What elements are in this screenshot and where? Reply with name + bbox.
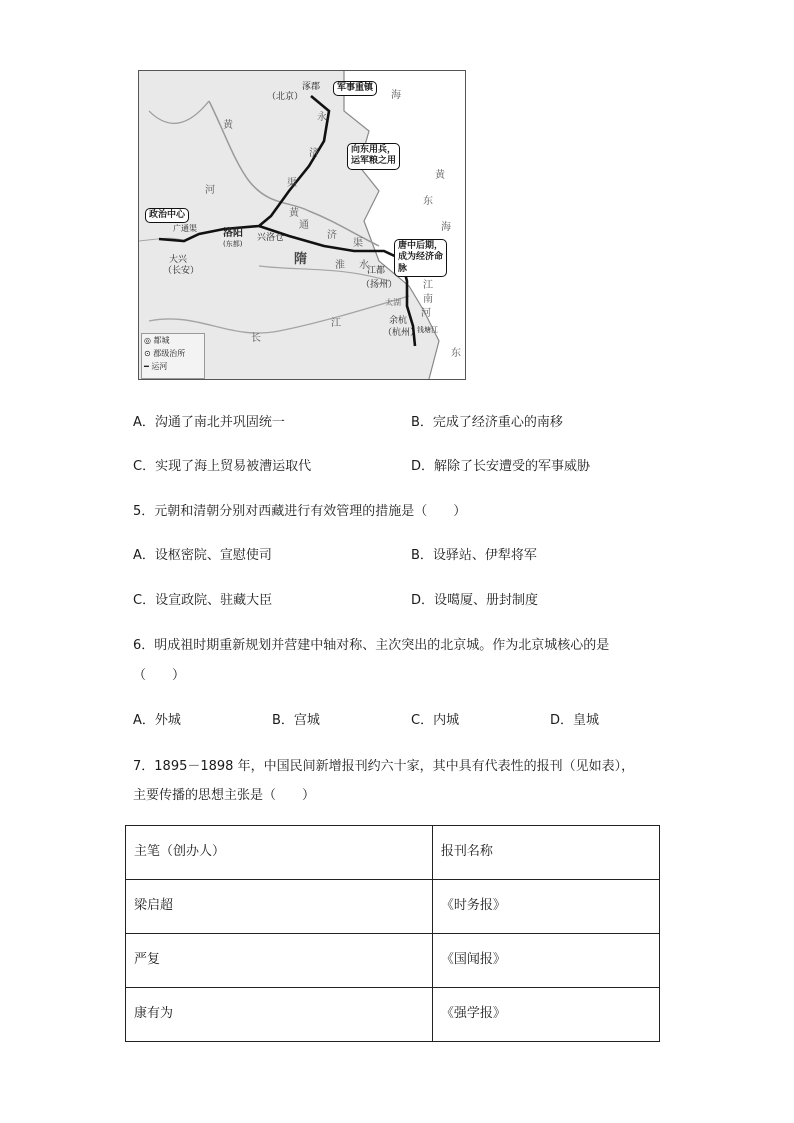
label-taihu: 太湖 bbox=[385, 298, 401, 307]
callout-tang bbox=[394, 239, 447, 277]
legend-prefecture: ⊙ 郡级治所 bbox=[144, 349, 186, 358]
label-chang: 长 bbox=[251, 333, 261, 344]
label-bohai: 海 bbox=[391, 90, 401, 101]
q4-option-d: D．解除了长安遭受的军事威胁 bbox=[411, 459, 591, 474]
q5-stem: 5．元朝和清朝分别对西藏进行有效管理的措施是（ ） bbox=[133, 504, 467, 519]
label-yuhang: 余杭 bbox=[389, 316, 408, 326]
table-row bbox=[126, 934, 660, 988]
label-tong: 通 bbox=[299, 220, 309, 231]
label-beijing: （北京） bbox=[267, 92, 304, 102]
yellow-river bbox=[209, 101, 379, 246]
label-huai: 淮 bbox=[335, 260, 345, 271]
label-ji2: 济 bbox=[327, 230, 337, 241]
table-cell: 严复 bbox=[126, 934, 433, 988]
callout-political: 政治中心 bbox=[145, 208, 189, 223]
yangtze-river bbox=[149, 296, 409, 333]
label-donghai: 东 bbox=[423, 196, 433, 207]
label-daxing: 大兴 bbox=[169, 255, 188, 265]
legend-capital: ◎ 都城 bbox=[144, 336, 170, 345]
table-cell: 《强学报》 bbox=[432, 988, 659, 1042]
q7-stem-line1: 7．1895－1898 年，中国民间新增报刊约六十家，其中具有代表性的报刊（见如表）， bbox=[133, 759, 635, 774]
label-qu: 渠 bbox=[287, 178, 297, 189]
label-ji: 济 bbox=[309, 148, 319, 159]
label-sui: 隋 bbox=[294, 252, 308, 267]
label-changan: （长安） bbox=[163, 266, 200, 276]
q5-option-a: A．设枢密院、宣慰使司 bbox=[133, 548, 272, 563]
q4-option-b: B．完成了经济重心的南移 bbox=[411, 415, 563, 430]
label-jiangnan-1: 江 bbox=[423, 280, 433, 291]
table-header-row bbox=[126, 826, 660, 880]
label-jiangnan-3: 河 bbox=[421, 308, 431, 319]
label-qiantang: 钱塘江 bbox=[417, 326, 438, 334]
label-guangtong: 广通渠 bbox=[173, 224, 197, 233]
label-huanghai: 黄 bbox=[435, 170, 445, 181]
q4-option-a: A．沟通了南北并巩固统一 bbox=[133, 415, 285, 430]
q5-option-c: C．设宣政院、驻藏大臣 bbox=[133, 593, 273, 608]
label-huang2: 黄 bbox=[289, 208, 299, 219]
table-row bbox=[126, 880, 660, 934]
q7-stem-line2: 主要传播的思想主张是（ ） bbox=[133, 788, 316, 803]
q6-option-b: B．宫城 bbox=[272, 713, 320, 728]
label-luoyang: 洛阳 bbox=[223, 228, 243, 239]
table-header-cell: 主笔（创办人） bbox=[126, 826, 433, 880]
canal-map bbox=[138, 70, 466, 380]
newspaper-table bbox=[125, 825, 660, 1042]
q5-option-b: B．设驿站、伊犁将军 bbox=[411, 548, 537, 563]
table-row bbox=[126, 988, 660, 1042]
callout-tang-line3: 脉 bbox=[398, 263, 408, 274]
label-dong2: 东 bbox=[451, 348, 461, 359]
table-cell: 《时务报》 bbox=[432, 880, 659, 934]
q4-option-c: C．实现了海上贸易被漕运取代 bbox=[133, 459, 312, 474]
callout-tang-line1: 唐中后期， bbox=[398, 241, 444, 251]
table-header-cell: 报刊名称 bbox=[432, 826, 659, 880]
q5-option-d: D．设噶厦、册封制度 bbox=[411, 593, 539, 608]
label-jiangdu: 江都 bbox=[367, 266, 386, 276]
q6-option-a: A．外城 bbox=[133, 713, 181, 728]
callout-eastward-line1: 向东用兵， bbox=[351, 145, 397, 155]
table-cell: 康有为 bbox=[126, 988, 433, 1042]
legend-canal: ━ 运河 bbox=[144, 362, 168, 371]
label-huang1: 黄 bbox=[223, 120, 233, 131]
upper-yellow-river bbox=[149, 101, 209, 123]
callout-eastward-line2: 运军粮之用 bbox=[351, 156, 397, 167]
label-qu2: 渠 bbox=[353, 238, 363, 249]
callout-tang-line2: 成为经济命 bbox=[398, 252, 444, 263]
label-hai: 海 bbox=[441, 222, 451, 233]
callout-eastward bbox=[347, 143, 400, 170]
label-zhuojun: 涿郡 bbox=[302, 82, 321, 92]
label-he1: 河 bbox=[205, 185, 215, 196]
table-cell: 梁启超 bbox=[126, 880, 433, 934]
label-shui: 水 bbox=[359, 260, 369, 271]
q6-option-c: C．内城 bbox=[411, 713, 460, 728]
table-cell: 《国闻报》 bbox=[432, 934, 659, 988]
label-hangzhou: （杭州） bbox=[383, 328, 420, 338]
label-xingluocang: 兴洛仓 bbox=[257, 233, 285, 243]
q6-option-d: D．皇城 bbox=[550, 713, 600, 728]
label-jiang: 江 bbox=[331, 318, 341, 329]
label-jiangnan-2: 南 bbox=[423, 294, 433, 305]
callout-military: 军事重镇 bbox=[333, 81, 377, 96]
map-legend bbox=[141, 333, 205, 379]
q6-stem-line1: 6．明成祖时期重新规划并营建中轴对称、主次突出的北京城。作为北京城核心的是 bbox=[133, 638, 610, 653]
label-dongdu: (东都) bbox=[223, 240, 243, 248]
label-yong: 永 bbox=[317, 112, 327, 123]
label-yangzhou: （扬州） bbox=[361, 280, 398, 290]
q6-stem-line2: （ ） bbox=[133, 668, 186, 683]
